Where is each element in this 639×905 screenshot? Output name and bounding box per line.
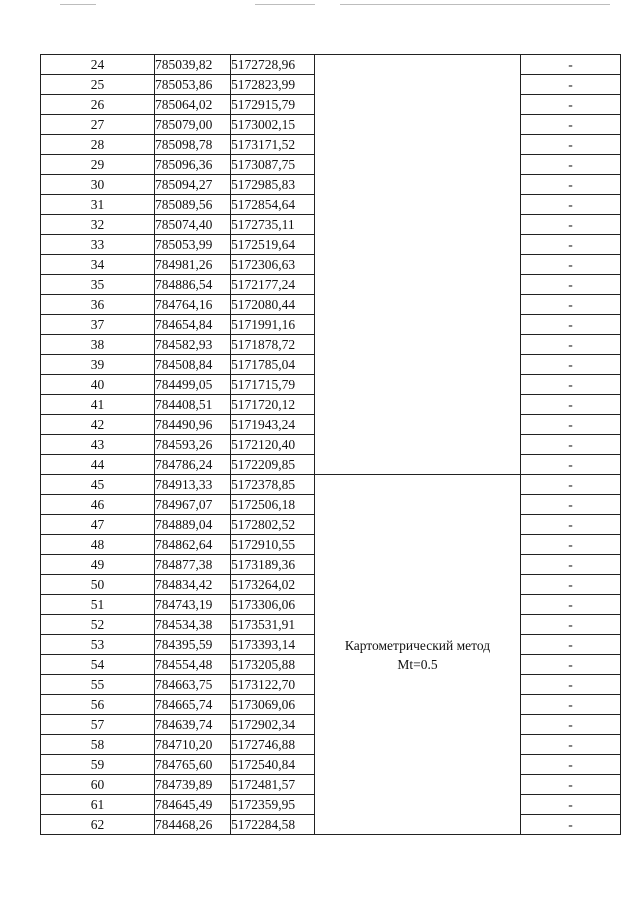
point-number: 45	[41, 475, 155, 495]
y-coordinate: 5172284,58	[231, 815, 315, 835]
value-dash: -	[521, 755, 621, 775]
x-coordinate: 784743,19	[155, 595, 231, 615]
point-number: 33	[41, 235, 155, 255]
point-number: 50	[41, 575, 155, 595]
x-coordinate: 784508,84	[155, 355, 231, 375]
x-coordinate: 784665,74	[155, 695, 231, 715]
point-number: 34	[41, 255, 155, 275]
value-dash: -	[521, 115, 621, 135]
value-dash: -	[521, 815, 621, 835]
x-coordinate: 784764,16	[155, 295, 231, 315]
point-number: 42	[41, 415, 155, 435]
x-coordinate: 784582,93	[155, 335, 231, 355]
x-coordinate: 784663,75	[155, 675, 231, 695]
x-coordinate: 784645,49	[155, 795, 231, 815]
value-dash: -	[521, 175, 621, 195]
y-coordinate: 5172854,64	[231, 195, 315, 215]
value-dash: -	[521, 135, 621, 155]
value-dash: -	[521, 155, 621, 175]
y-coordinate: 5172209,85	[231, 455, 315, 475]
x-coordinate: 785053,99	[155, 235, 231, 255]
y-coordinate: 5172823,99	[231, 75, 315, 95]
value-dash: -	[521, 775, 621, 795]
y-coordinate: 5172080,44	[231, 295, 315, 315]
value-dash: -	[521, 275, 621, 295]
x-coordinate: 784499,05	[155, 375, 231, 395]
value-dash: -	[521, 375, 621, 395]
y-coordinate: 5172177,24	[231, 275, 315, 295]
value-dash: -	[521, 795, 621, 815]
y-coordinate: 5173531,91	[231, 615, 315, 635]
y-coordinate: 5173306,06	[231, 595, 315, 615]
y-coordinate: 5172120,40	[231, 435, 315, 455]
point-number: 27	[41, 115, 155, 135]
y-coordinate: 5172746,88	[231, 735, 315, 755]
point-number: 25	[41, 75, 155, 95]
x-coordinate: 784834,42	[155, 575, 231, 595]
value-dash: -	[521, 515, 621, 535]
y-coordinate: 5173122,70	[231, 675, 315, 695]
x-coordinate: 784739,89	[155, 775, 231, 795]
x-coordinate: 784913,33	[155, 475, 231, 495]
point-number: 52	[41, 615, 155, 635]
value-dash: -	[521, 315, 621, 335]
y-coordinate: 5172506,18	[231, 495, 315, 515]
y-coordinate: 5172985,83	[231, 175, 315, 195]
x-coordinate: 785039,82	[155, 55, 231, 75]
x-coordinate: 784395,59	[155, 635, 231, 655]
y-coordinate: 5173069,06	[231, 695, 315, 715]
value-dash: -	[521, 455, 621, 475]
y-coordinate: 5171720,12	[231, 395, 315, 415]
x-coordinate: 785064,02	[155, 95, 231, 115]
y-coordinate: 5172481,57	[231, 775, 315, 795]
point-number: 37	[41, 315, 155, 335]
value-dash: -	[521, 655, 621, 675]
value-dash: -	[521, 675, 621, 695]
x-coordinate: 785089,56	[155, 195, 231, 215]
value-dash: -	[521, 615, 621, 635]
y-coordinate: 5173264,02	[231, 575, 315, 595]
value-dash: -	[521, 55, 621, 75]
point-number: 46	[41, 495, 155, 515]
point-number: 56	[41, 695, 155, 715]
point-number: 36	[41, 295, 155, 315]
point-number: 40	[41, 375, 155, 395]
x-coordinate: 784710,20	[155, 735, 231, 755]
x-coordinate: 784877,38	[155, 555, 231, 575]
y-coordinate: 5173189,36	[231, 555, 315, 575]
y-coordinate: 5171785,04	[231, 355, 315, 375]
point-number: 48	[41, 535, 155, 555]
y-coordinate: 5172540,84	[231, 755, 315, 775]
point-number: 51	[41, 595, 155, 615]
x-coordinate: 784862,64	[155, 535, 231, 555]
x-coordinate: 784786,24	[155, 455, 231, 475]
method-name: Картометрический метод	[344, 637, 491, 653]
top-edge-mark	[60, 4, 96, 5]
value-dash: -	[521, 435, 621, 455]
x-coordinate: 784408,51	[155, 395, 231, 415]
y-coordinate: 5173087,75	[231, 155, 315, 175]
y-coordinate: 5172902,34	[231, 715, 315, 735]
table-row	[41, 475, 621, 495]
coordinates-table	[40, 54, 621, 835]
y-coordinate: 5172910,55	[231, 535, 315, 555]
y-coordinate: 5173393,14	[231, 635, 315, 655]
method-cell	[315, 475, 521, 835]
point-number: 60	[41, 775, 155, 795]
point-number: 24	[41, 55, 155, 75]
x-coordinate: 784639,74	[155, 715, 231, 735]
x-coordinate: 785074,40	[155, 215, 231, 235]
value-dash: -	[521, 75, 621, 95]
point-number: 39	[41, 355, 155, 375]
value-dash: -	[521, 635, 621, 655]
point-number: 29	[41, 155, 155, 175]
y-coordinate: 5172735,11	[231, 215, 315, 235]
x-coordinate: 784981,26	[155, 255, 231, 275]
y-coordinate: 5172802,52	[231, 515, 315, 535]
value-dash: -	[521, 335, 621, 355]
point-number: 26	[41, 95, 155, 115]
point-number: 38	[41, 335, 155, 355]
x-coordinate: 784490,96	[155, 415, 231, 435]
x-coordinate: 785079,00	[155, 115, 231, 135]
x-coordinate: 784765,60	[155, 755, 231, 775]
point-number: 32	[41, 215, 155, 235]
point-number: 57	[41, 715, 155, 735]
point-number: 49	[41, 555, 155, 575]
y-coordinate: 5172728,96	[231, 55, 315, 75]
point-number: 61	[41, 795, 155, 815]
value-dash: -	[521, 415, 621, 435]
x-coordinate: 784534,38	[155, 615, 231, 635]
x-coordinate: 785098,78	[155, 135, 231, 155]
value-dash: -	[521, 595, 621, 615]
y-coordinate: 5172519,64	[231, 235, 315, 255]
point-number: 55	[41, 675, 155, 695]
value-dash: -	[521, 295, 621, 315]
point-number: 62	[41, 815, 155, 835]
coordinates-table-body	[41, 55, 621, 835]
point-number: 43	[41, 435, 155, 455]
point-number: 59	[41, 755, 155, 775]
point-number: 58	[41, 735, 155, 755]
point-number: 47	[41, 515, 155, 535]
table-row	[41, 55, 621, 75]
value-dash: -	[521, 735, 621, 755]
y-coordinate: 5172378,85	[231, 475, 315, 495]
method-cell-upper	[315, 55, 521, 475]
value-dash: -	[521, 195, 621, 215]
value-dash: -	[521, 715, 621, 735]
point-number: 28	[41, 135, 155, 155]
value-dash: -	[521, 355, 621, 375]
y-coordinate: 5172915,79	[231, 95, 315, 115]
x-coordinate: 784468,26	[155, 815, 231, 835]
point-number: 30	[41, 175, 155, 195]
value-dash: -	[521, 495, 621, 515]
point-number: 31	[41, 195, 155, 215]
x-coordinate: 785053,86	[155, 75, 231, 95]
value-dash: -	[521, 535, 621, 555]
x-coordinate: 784886,54	[155, 275, 231, 295]
value-dash: -	[521, 695, 621, 715]
value-dash: -	[521, 475, 621, 495]
x-coordinate: 784554,48	[155, 655, 231, 675]
method-accuracy: Mt=0.5	[397, 656, 438, 672]
value-dash: -	[521, 575, 621, 595]
value-dash: -	[521, 95, 621, 115]
value-dash: -	[521, 235, 621, 255]
y-coordinate: 5173205,88	[231, 655, 315, 675]
y-coordinate: 5171715,79	[231, 375, 315, 395]
x-coordinate: 784889,04	[155, 515, 231, 535]
x-coordinate: 784593,26	[155, 435, 231, 455]
point-number: 54	[41, 655, 155, 675]
y-coordinate: 5173002,15	[231, 115, 315, 135]
y-coordinate: 5172359,95	[231, 795, 315, 815]
point-number: 41	[41, 395, 155, 415]
x-coordinate: 785096,36	[155, 155, 231, 175]
top-edge-mark	[340, 4, 610, 5]
x-coordinate: 785094,27	[155, 175, 231, 195]
value-dash: -	[521, 395, 621, 415]
point-number: 35	[41, 275, 155, 295]
y-coordinate: 5173171,52	[231, 135, 315, 155]
value-dash: -	[521, 255, 621, 275]
y-coordinate: 5171878,72	[231, 335, 315, 355]
point-number: 44	[41, 455, 155, 475]
value-dash: -	[521, 215, 621, 235]
x-coordinate: 784967,07	[155, 495, 231, 515]
y-coordinate: 5171991,16	[231, 315, 315, 335]
x-coordinate: 784654,84	[155, 315, 231, 335]
value-dash: -	[521, 555, 621, 575]
y-coordinate: 5172306,63	[231, 255, 315, 275]
point-number: 53	[41, 635, 155, 655]
y-coordinate: 5171943,24	[231, 415, 315, 435]
top-edge-mark	[255, 4, 315, 5]
